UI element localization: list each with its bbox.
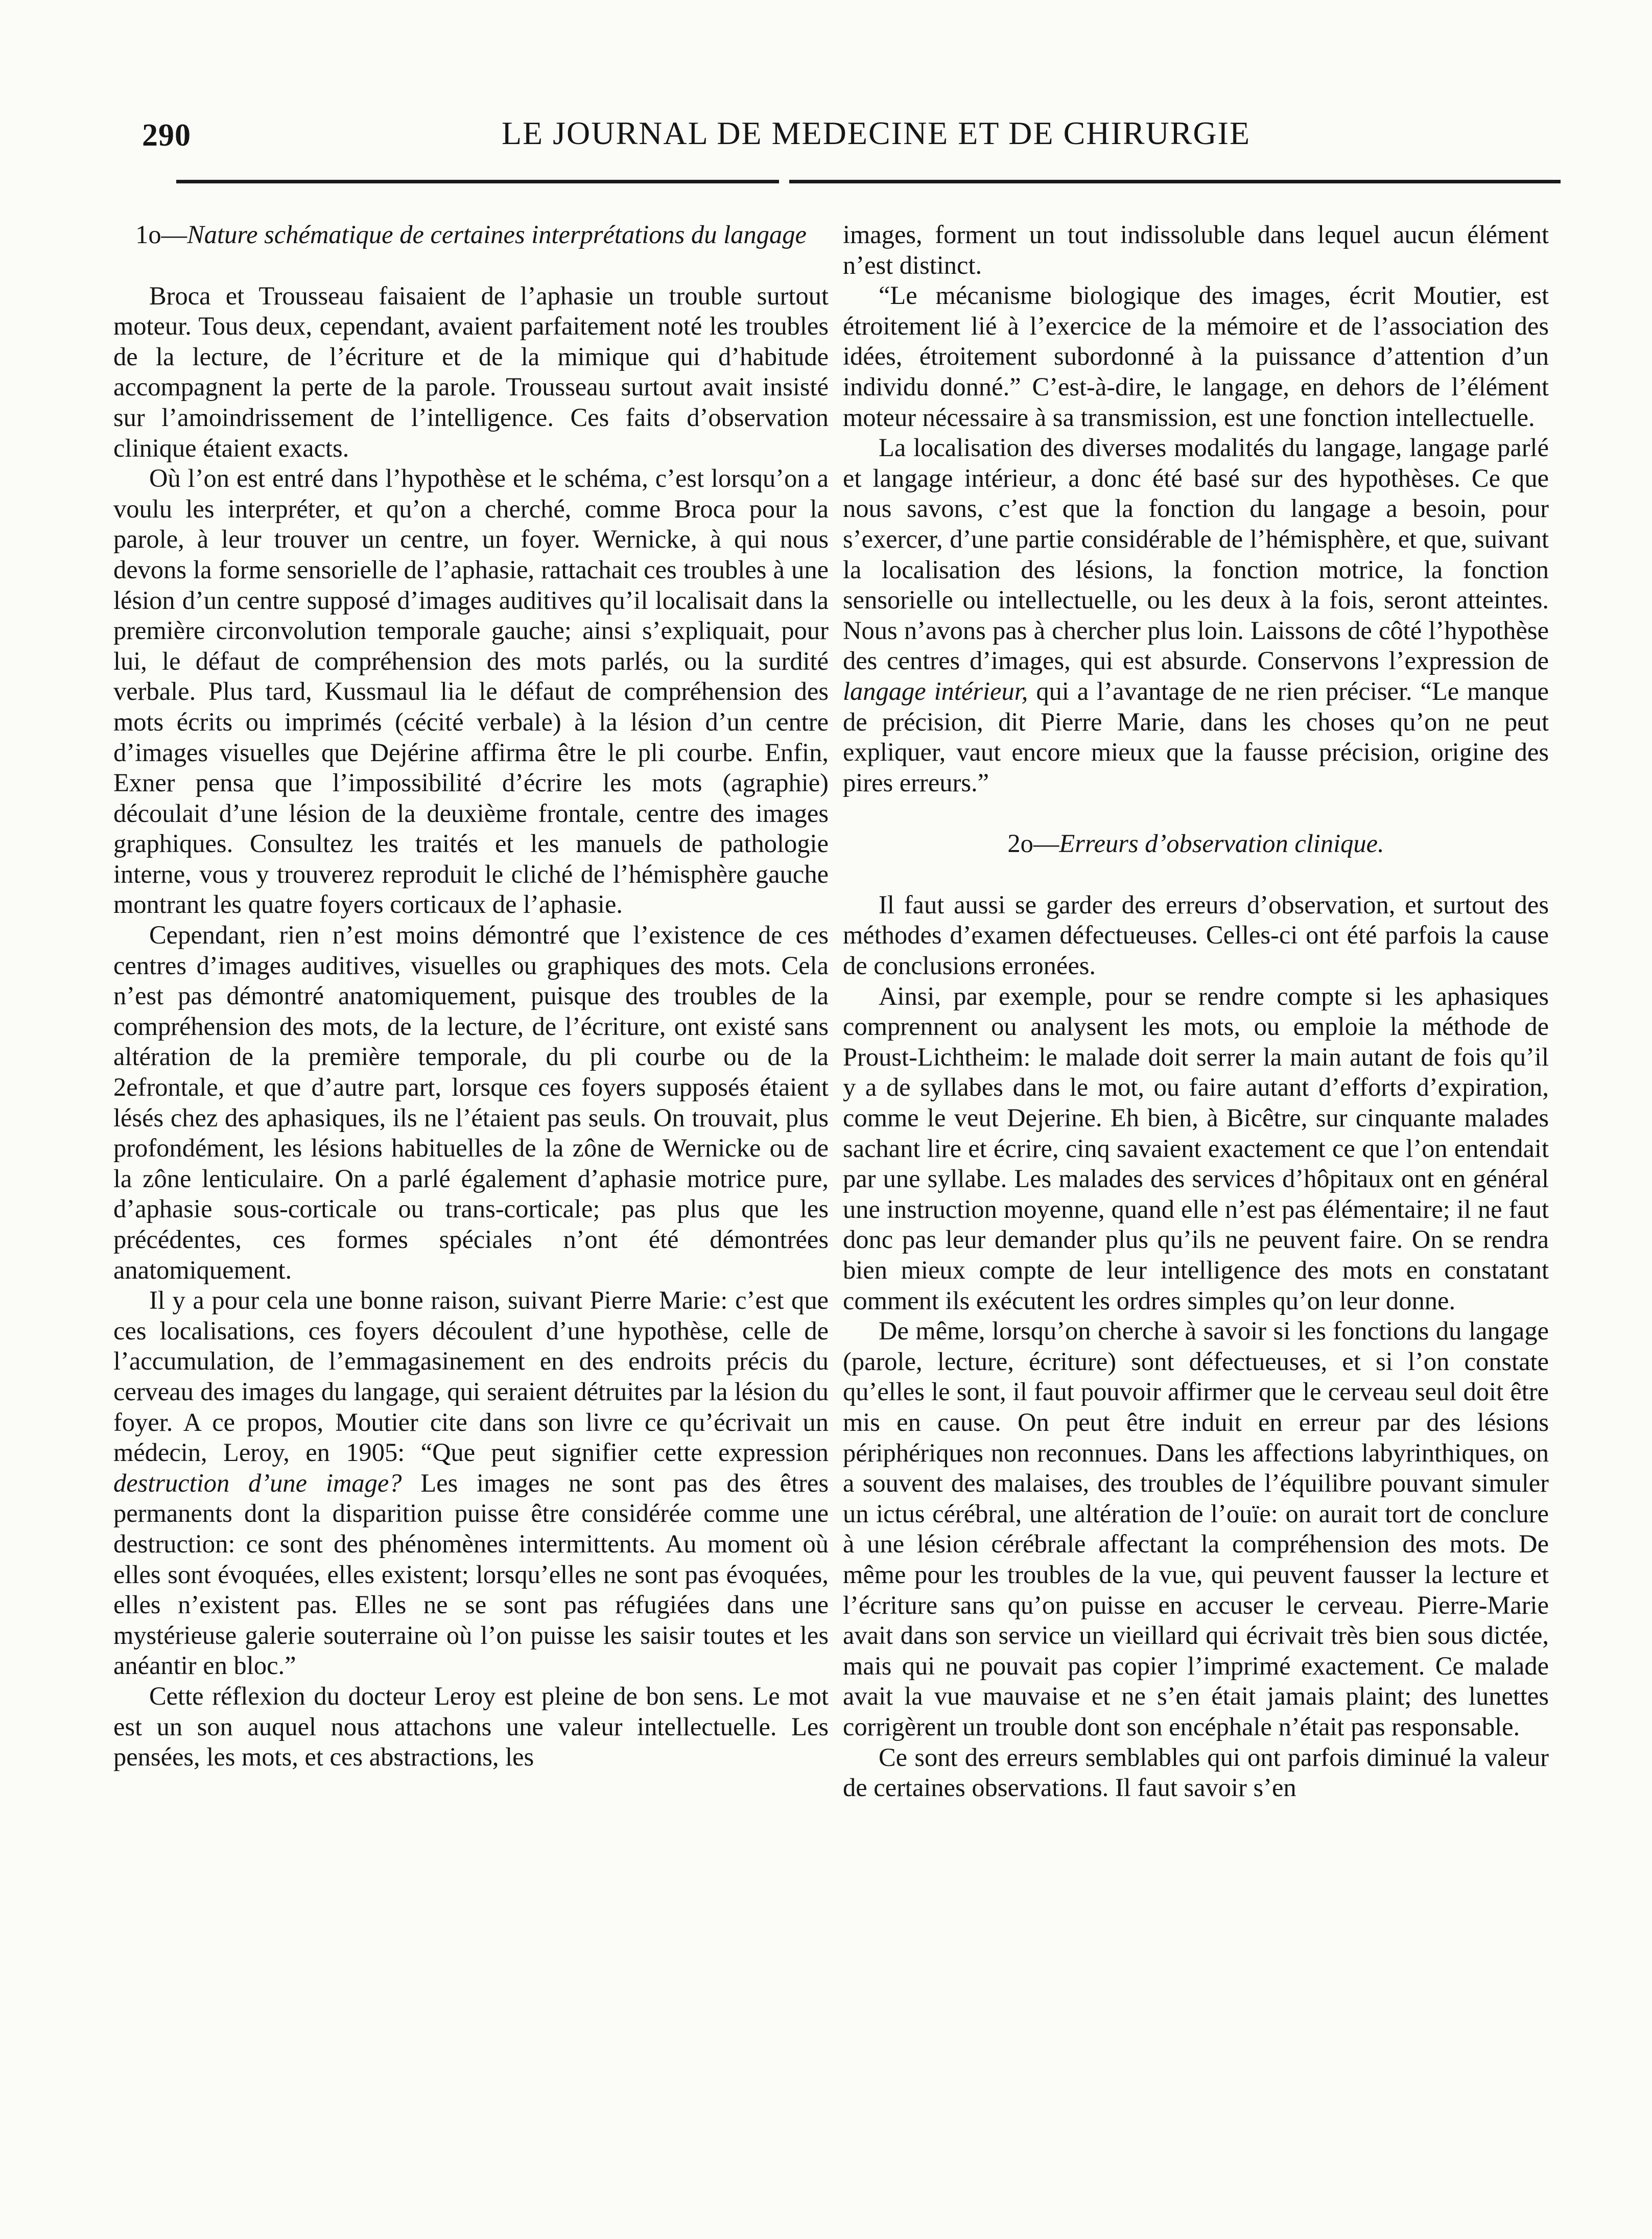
section-title-1 [113, 220, 829, 250]
paragraph: Ainsi, par exemple, pour se rendre compte si les aphasiques comprennent ou analysent les mots, ou emploie la méthode de Proust-Lichtheim: le malade doit serrer la main autant de fois qu’il y a de syllabes dans le mot, ou faire autant d’efforts d’expiration, comme le veut Dejerine. Eh bien, à Bicêtre, sur cinquante malades sachant lire et écrire, cinq savaient exactement ce que l’on entendait par une syllabe. Les malades des services d’hôpitaux ont en général une instruction moyenne, quand elle n’est pas élémentaire; il ne faut donc pas leur demander plus qu’ils ne peuvent faire. On se rendra bien mieux compte de leur intelligence des mots en constatant comment ils exécutent les ordres simples qu’on leur donne. [843, 981, 1549, 1315]
left-column [113, 220, 829, 1773]
italic-phrase: langage intérieur, [843, 676, 1028, 705]
paragraph: De même, lorsqu’on cherche à savoir si les fonctions du langage (parole, lecture, écriture) sont défectueuses, et si l’on constate qu’elles le sont, il faut pouvoir affirmer que le cerveau seul doit être mis en cause. On peut être induit en erreur par des lésions périphériques non reconnues. Dans les affections labyrinthiques, on a souvent des malaises, des troubles de l’équilibre pouvant simuler un ictus cérébral, une altération de l’ouïe: on aurait tort de conclure à une lésion cérébrale affectant la compréhension des mots. De même pour les troubles de la vue, qui peuvent fausser la lecture et l’écriture sans qu’on puisse en accuser le cerveau. Pierre-Marie avait dans son service un vieillard qui écrivait très bien sous dictée, mais qui ne pouvait pas copier l’imprimé exactement. Ce malade avait la vue mauvaise et ne s’en était jamais plaint; des lunettes corrigèrent un trouble dont son encéphale n’était pas responsable. [843, 1316, 1549, 1741]
paragraph-text: Il y a pour cela une bonne raison, suivant Pierre Marie: c’est que ces localisations, ces foyers découlent d’une hypothèse, celle de l’accumulation, de l’emmagasinement en des endroits précis du cerveau des images du langage, qui seraient détruites par la lésion du foyer. A ce propos, Moutier cite dans son livre ce qu’écrivait un médecin, Leroy, en 1905: “Que peut signifier cette expression [113, 1286, 829, 1467]
header-rule-right [789, 180, 1561, 183]
paragraph [843, 433, 1549, 798]
paragraph: Cependant, rien n’est moins démontré que l’existence de ces centres d’images auditives, visuelles ou graphiques des mots. Cela n’est pas démontré anatomiquement, puisque des troubles de la compréhension des mots, de la lecture, de l’écriture, ont existé sans altération de la première temporale, du pli courbe ou de la 2efrontale, et que d’autre part, lorsque ces foyers supposés étaient lésés chez des aphasiques, ils ne l’étaient pas seuls. On trouvait, plus profondément, les lésions habituelles de la zône de Wernicke ou de la zône lenticulaire. On a parlé également d’aphasie motrice pure, d’aphasie sous-corticale ou trans-corticale; pas plus que les précédentes, ces formes spéciales n’ont été démontrées anatomiquement. [113, 921, 829, 1284]
section-title-2-text: Erreurs d’observation clinique. [1059, 829, 1384, 858]
paragraph: Il faut aussi se garder des erreurs d’observation, et surtout des méthodes d’examen défectueuses. Celles-ci ont été parfois la cause de conclusions erronées. [843, 890, 1549, 980]
page-header [123, 112, 1553, 174]
section-title-1-text: Nature schématique de certaines interprétations du langage [187, 220, 807, 249]
paragraph-text: qui a l’avantage de ne rien préciser. “Le manque de précision, dit Pierre Marie, dans les choses qu’on ne peut expliquer, vaut encore mieux que la fausse précision, origine des pires erreurs.” [843, 676, 1549, 797]
running-title: LE JOURNAL DE MEDECINE ET DE CHIRURGIE [501, 115, 1251, 151]
paragraph-continued: images, forment un tout indissoluble dans lequel aucun élément n’est distinct. [843, 220, 1549, 279]
paragraph: Cette réflexion du docteur Leroy est pleine de bon sens. Le mot est un son auquel nous attachons une valeur intellectuelle. Les pensées, les mots, et ces abstractions, les [113, 1681, 829, 1772]
paragraph: Broca et Trousseau faisaient de l’aphasie un trouble surtout moteur. Tous deux, cependant, avaient parfaitement noté les troubles de la lecture, de l’écriture et de la mimique qui d’habitude accompagnent la perte de la parole. Trousseau surtout avait insisté sur l’amoindrissement de l’intelligence. Ces faits d’observation clinique étaient exacts. [113, 281, 829, 462]
page-number: 290 [142, 118, 191, 153]
italic-phrase: destruction d’une image? [113, 1468, 402, 1497]
paragraph-text: La localisation des diverses modalités du langage, langage parlé et langage intérieur, a donc été basé sur des hypothèses. Ce que nous savons, c’est que la fonction du langage a besoin, pour s’exercer, d’une partie considérable de l’hémisphère, et que, suivant la localisation des lésions, la fonction motrice, la fonction sensorielle ou intellectuelle, ou les deux à la fois, seront atteintes. Nous n’avons pas à chercher plus loin. Laissons de côté l’hypothèse des centres d’images, qui est absurde. Conservons l’expression de [843, 433, 1549, 675]
section-number-2: 2o— [1007, 829, 1059, 858]
paragraph: Où l’on est entré dans l’hypothèse et le schéma, c’est lorsqu’on a voulu les interpréter, et qu’on a cherché, comme Broca pour la parole, à leur trouver un centre, un foyer. Wernicke, à qui nous devons la forme sensorielle de l’aphasie, rattachait ces troubles à une lésion d’un centre supposé d’images auditives qu’il localisait dans la première circonvolution temporale gauche; ainsi s’expliquait, pour lui, le défaut de compréhension des mots parlés, ou la surdité verbale. Plus tard, Kussmaul lia le défaut de compréhension des mots écrits ou imprimés (cécité verbale) à la lésion d’un centre d’images visuelles que Dejérine affirma être le pli courbe. Enfin, Exner pensa que l’impossibilité d’écrire les mots (agraphie) découlait d’une lésion de la deuxième frontale, centre des images graphiques. Consultez les traités et les manuels de pathologie interne, vous y trouverez reproduit le cliché de l’hémisphère gauche montrant les quatre foyers corticaux de l’aphasie. [113, 464, 829, 919]
section-number-1: 1o— [135, 220, 187, 249]
paragraph-text: Les images ne sont pas des êtres permanents dont la disparition puisse être considérée comme une destruction: ce sont des phénomènes intermittents. Au moment où elles sont évoquées, elles existent; lorsqu’elles ne sont pas évoquées, elles n’existent pas. Elles ne se sont pas réfugiées dans une mystérieuse galerie souterraine où l’on puisse les saisir toutes et les anéantir en bloc.” [113, 1468, 829, 1680]
right-column [843, 220, 1549, 1803]
paragraph: “Le mécanisme biologique des images, écrit Moutier, est étroitement lié à l’exercice de la mémoire et de l’association des idées, étroitement subordonné à la puissance d’attention d’un individu donné.” C’est-à-dire, le langage, en dehors de l’élément moteur nécessaire à sa transmission, est une fonction intellectuelle. [843, 281, 1549, 432]
paragraph [113, 1285, 829, 1681]
header-rule-left [176, 180, 779, 183]
section-title-2 [843, 829, 1549, 859]
paragraph: Ce sont des erreurs semblables qui ont parfois diminué la valeur de certaines observations. Il faut savoir s’en [843, 1742, 1549, 1802]
